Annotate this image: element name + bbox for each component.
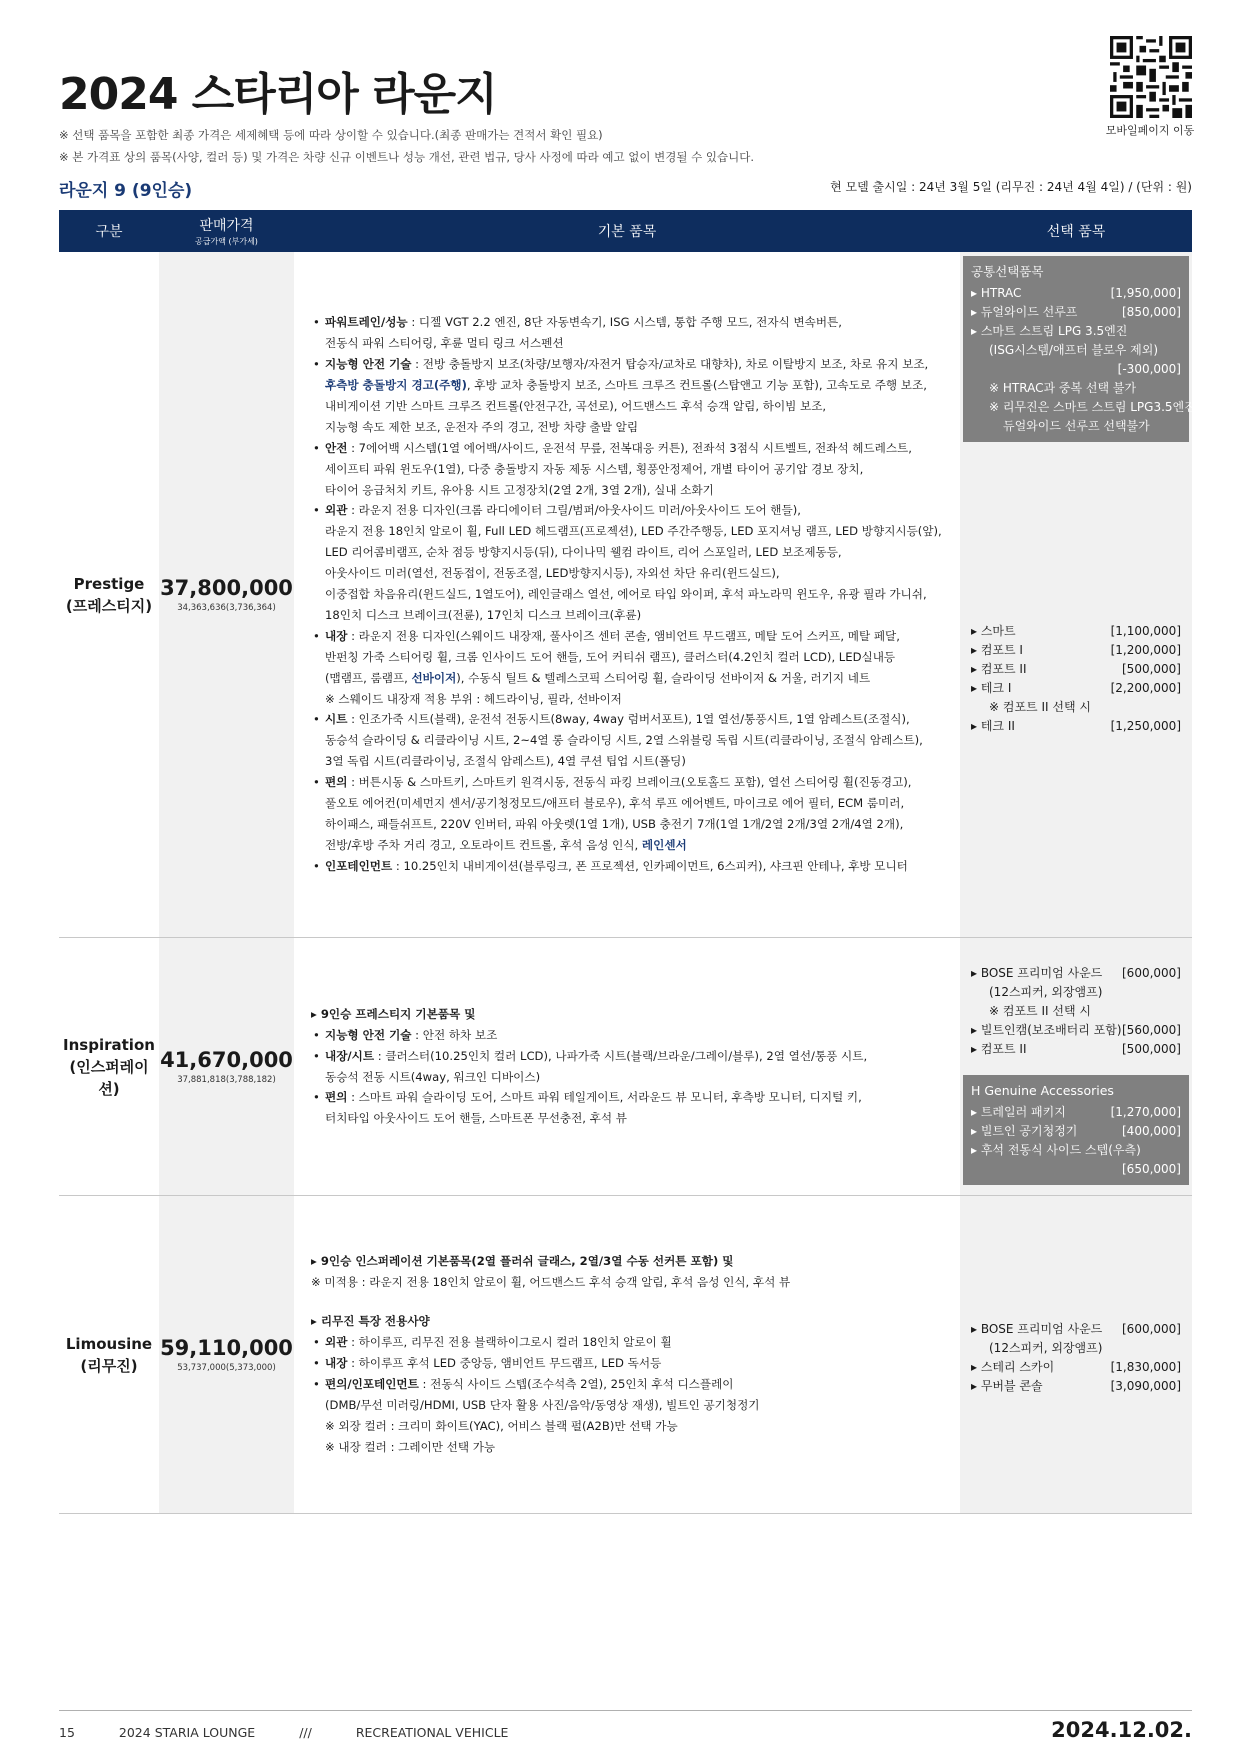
table-row [59,938,1192,1196]
price-table [59,210,1200,1514]
item-text: 풀오토 에어컨(미세먼지 센서/공기청정모드/애프터 블로우), 후석 루프 에어벤트, 마이크로 에어 필터, ECM 룸미러, [325,796,905,811]
option-label: ▸ 컴포트 II [971,1042,1027,1056]
sale-price: 41,670,000 [160,1048,293,1072]
item-text: ▸ 9인승 프레스티지 기본품목 및 [311,1006,476,1021]
option-note: ※ 컴포트 II 선택 시 [989,700,1091,714]
item-text: 18인치 디스크 브레이크(전륜), 17인치 디스크 브레이크(후륜) [325,607,642,622]
footer-category: RECREATIONAL VEHICLE [355,1725,509,1740]
basic-item-line [311,1332,960,1353]
option-label: ▸ BOSE 프리미엄 사운드 [971,966,1103,980]
table-body [59,252,1200,1514]
basic-item-line [311,438,960,459]
option-list [963,964,1189,1059]
item-text: 터치타입 아웃사이드 도어 핸들, 스마트폰 무선충전, 후석 뷰 [325,1111,627,1126]
item-category: 안전 [325,440,348,455]
option-label: ▸ 무버블 콘솔 [971,1379,1043,1393]
item-text: 라운지 전용 18인치 알로이 휠, Full LED 헤드램프(프로젝션), LED 주간주행등, LED 포지셔닝 램프, LED 방향지시등(앞), [325,524,942,539]
option-item[interactable] [963,660,1189,679]
basic-item-line [311,668,960,689]
page-number: 15 [59,1725,75,1740]
item-text: : 전방 충돌방지 보조(차량/보행자/자전거 탑승자/교차로 대향차), 차로 이탈방지 보조, 차로 유지 보조, [411,357,929,372]
item-text: : 인조가죽 시트(블랙), 운전석 전동시트(8way, 4way 럼버서포트), 1열 열선/통풍시트, 1열 암레스트(조절식), [347,712,910,727]
item-category: 내장/시트 [325,1048,375,1063]
page-title: 2024 스타리아 라운지 [59,69,497,120]
item-text: 3열 독립 시트(리클라이닝, 조절식 암레스트), 4열 쿠션 팁업 시트(폴딩) [325,754,686,769]
option-item[interactable] [971,322,1181,341]
option-price: [-300,000] [1117,362,1181,376]
item-text: ▸ 9인승 인스퍼레이션 기본품목(2열 플러쉬 글래스, 2열/3열 수동 선커튼 포함) 및 [311,1254,734,1269]
option-item[interactable] [971,303,1181,322]
header-price: 판매가격 공급가액 (부가세) [195,218,258,246]
item-text: 반펀칭 가죽 스티어링 휠, 크롬 인사이드 도어 핸들, 도어 커티쉬 램프), 클러스터(4.2인치 컬러 LCD), LED실내등 [325,649,896,664]
trim-name: Limousine [65,1334,153,1353]
basic-item-line [311,1311,960,1332]
footer-model: 2024 STARIA LOUNGE [118,1725,256,1740]
sale-price: 59,110,000 [160,1336,293,1360]
item-text: 세이프티 파워 윈도우(1열), 다중 충돌방지 자동 제동 시스템, 횡풍안정제어, 개별 타이어 공기압 경보 장치, [325,461,864,476]
trim-name-cell [59,1196,159,1513]
basic-item-line [311,1251,960,1272]
option-price: [1,250,000] [1110,719,1181,733]
option-label: ▸ 컴포트 I [971,643,1023,657]
item-text: ※ 외장 컬러 : 크리미 화이트(YAC), 어비스 블랙 펄(A2B)만 선택 가능 [325,1418,678,1433]
option-price: [1,100,000] [1110,624,1181,638]
basic-item-line [311,605,960,626]
basic-item-line [311,1374,960,1395]
option-item[interactable] [963,1358,1189,1377]
option-item[interactable] [963,679,1189,698]
item-text: ▸ 리무진 특장 전용사양 [311,1314,430,1329]
item-text: ※ 미적용 : 라운지 전용 18인치 알로이 휠, 어드밴스드 후석 승객 알림, 후석 음성 인식, 후석 뷰 [311,1275,791,1290]
option-price: [1,200,000] [1110,643,1181,657]
highlight-text: 레인센서 [641,837,687,852]
basic-item-line [311,396,960,417]
trim-name: Inspiration [63,1035,155,1054]
option-price: [600,000] [1122,966,1181,980]
basic-item-line [311,835,960,856]
option-item[interactable] [971,360,1181,379]
trim-name-cell [59,252,159,937]
basic-item-line [311,1353,960,1374]
basic-item-line [311,500,960,521]
options-cell [960,252,1200,937]
price-cell [159,1196,294,1513]
item-text: : 10.25인치 내비게이션(블루링크, 폰 프로젝션, 인카페이먼트, 6스피커), 샤크핀 안테나, 후방 모니터 [392,858,908,873]
item-category: 내장 [325,1356,348,1371]
basic-item-line [311,793,960,814]
footer [59,1725,552,1740]
option-label: ▸ 스마트 [971,624,1016,638]
basic-item-line [311,417,960,438]
table-row [59,1196,1192,1514]
common-options-box [963,256,1200,442]
option-item[interactable] [971,1160,1181,1179]
item-category: 인포테인먼트 [325,858,393,873]
option-item[interactable] [963,1040,1189,1059]
basic-item-line [311,709,960,730]
highlight-text: 후측방 충돌방지 경고(주행) [325,377,467,392]
option-label: ▸ HTRAC [971,286,1022,300]
header-category: 구분 [95,224,123,240]
basic-item-line [311,1004,960,1025]
price-cell [159,938,294,1195]
item-category: 지능형 안전 기술 [325,357,412,372]
item-text: 전방/후방 주차 거리 경고, 오토라이트 컨트롤, 후석 음성 인식, [325,837,642,852]
item-text: 내비게이션 기반 스마트 크루즈 컨트롤(안전구간, 곡선로), 어드밴스드 후석 승객 알림, 하이빔 보조, [325,398,827,413]
item-category: 파워트레인/성능 [325,315,408,330]
item-text: : 스마트 파워 슬라이딩 도어, 스마트 파워 테일게이트, 서라운드 뷰 모니터, 후측방 모니터, 디지털 키, [347,1090,862,1105]
option-detail: (12스피커, 외장앰프) [989,985,1103,999]
spacer [963,1200,1189,1320]
item-text: ※ 내장 컬러 : 그레이만 선택 가능 [325,1439,496,1454]
options-box-title: H Genuine Accessories [971,1083,1114,1098]
basic-item-line [311,312,960,333]
item-text: : 라운지 전용 디자인(크롬 라디에이터 그릴/범퍼/아웃사이드 미러/아웃사이드 도어 핸들), [347,503,801,518]
basic-item-line [311,1087,960,1108]
basic-item-line [311,1437,960,1458]
footer-divider [59,1710,1192,1711]
option-label: ▸ 스마트 스트림 LPG 3.5엔진 [971,324,1128,338]
trim-name-kr: (리무진) [80,1356,138,1375]
item-text: 지능형 속도 제한 보조, 운전자 주의 경고, 전방 차량 출발 알림 [325,419,639,434]
basic-item-line [311,354,960,375]
basic-item-line [311,626,960,647]
option-item[interactable] [963,964,1189,983]
notice-list [59,124,754,168]
option-note: 듀얼와이드 선루프 선택불가 [1003,419,1150,433]
item-category: 편의/인포테인먼트 [325,1376,419,1391]
basic-item-line [311,772,960,793]
option-price: [1,950,000] [1110,286,1181,300]
trim-name-cell [59,938,159,1195]
option-note: ※ HTRAC과 중복 선택 불가 [989,381,1137,395]
option-item[interactable] [971,1103,1181,1122]
item-text: : 7에어백 시스템(1열 에어백/사이드, 운전석 무릎, 전복대응 커튼), 전좌석 3점식 시트벨트, 전좌석 헤드레스트, [347,440,912,455]
option-note: ※ 리무진은 스마트 스트림 LPG3.5엔진, [989,400,1200,414]
table-row [59,252,1200,938]
notice-line: ※ 선택 품목을 포함한 최종 가격은 세제혜택 등에 따라 상이할 수 있습니다.(최종 판매가는 견적서 확인 필요) [59,128,603,142]
basic-item-line [311,1395,960,1416]
option-item[interactable] [971,1122,1181,1141]
option-item[interactable] [963,1320,1189,1339]
table-header [59,210,1192,252]
header-basic: 기본 품목 [597,224,657,240]
option-label: ▸ BOSE 프리미엄 사운드 [971,1322,1103,1336]
section-subtitle: 라운지 9 (9인승) [59,181,193,201]
basic-item-line [311,459,960,480]
basic-item-line [311,333,960,354]
spacer [963,1059,1189,1075]
basic-item-line [311,375,960,396]
basic-item-line [311,814,960,835]
item-text: , 후방 교차 충돌방지 보조, 스마트 크루즈 컨트롤(스탑앤고 기능 포함), 고속도로 주행 보조, [466,377,927,392]
model-release-info: 현 모델 출시일 : 24년 3월 5일 (리무진 : 24년 4월 4일) / (단위 : 원) [830,180,1192,194]
item-text: 아웃사이드 미러(열선, 전동접이, 전동조절, LED방향지시등), 자외선 차단 유리(윈드실드), [325,566,780,581]
basic-item-line [311,584,960,605]
basic-item-line [311,1025,960,1046]
item-text: : 하이루프, 리무진 전용 블랙하이그로시 컬러 18인치 알로이 휠 [347,1335,672,1350]
item-text: : 전동식 사이드 스텝(조수석측 2열), 25인치 후석 디스플레이 [418,1376,734,1391]
supply-price: 37,881,818(3,788,182) [177,1075,276,1085]
notice-line: ※ 본 가격표 상의 품목(사양, 컬러 등) 및 가격은 차량 신규 이벤트나 성능 개선, 관련 법규, 당사 사정에 따라 예고 없이 변경될 수 있습니다. [59,150,754,164]
header-options: 선택 품목 [1046,224,1106,240]
option-price: [600,000] [1122,1322,1181,1336]
item-text: LED 리어콤비램프, 순차 점등 방향지시등(뒤), 다이나믹 웰컴 라이트, 리어 스포일러, LED 보조제동등, [325,545,842,560]
option-item[interactable] [963,641,1189,660]
spacer [963,942,1189,964]
item-text: (DMB/무선 미러링/HDMI, USB 단자 활용 사진/음악/동영상 재생), 빌트인 공기청정기 [325,1397,760,1412]
item-category: 편의 [325,775,348,790]
option-price: [850,000] [1122,305,1181,319]
item-text: 하이패스, 패들쉬프트, 220V 인버터, 파워 아웃렛(1열 1개), USB 충전기 7개(1열 1개/2열 2개/3열 2개/4열 2개), [325,817,904,832]
item-category: 시트 [325,712,348,727]
basic-item-line [311,689,960,710]
option-price: [500,000] [1122,662,1181,676]
basic-item-line [311,751,960,772]
item-category: 편의 [325,1090,348,1105]
item-category: 외관 [325,503,348,518]
item-text: ※ 스웨이드 내장재 적용 부위 : 헤드라이닝, 필라, 선바이저 [325,691,622,706]
basic-item-line [311,563,960,584]
basic-item-line [311,1416,960,1437]
item-text: (맵램프, 룸램프, [325,670,412,685]
basic-item-line [311,542,960,563]
basic-items-cell [294,252,960,937]
item-category: 지능형 안전 기술 [325,1027,412,1042]
basic-items-cell [294,1196,960,1513]
trim-name-kr: (인스퍼레이션) [69,1057,149,1098]
option-price: [2,200,000] [1110,681,1181,695]
option-list [963,1320,1189,1396]
price-list-date: 2024.12.02. [1051,1718,1192,1742]
option-label: ▸ 듀얼와이드 선루프 [971,305,1078,319]
basic-item-line [311,1067,960,1088]
supply-price: 53,737,000(5,373,000) [177,1363,276,1373]
item-text: 타이어 응급처치 키트, 유아용 시트 고정장치(2열 2개, 3열 2개), 실내 소화기 [325,482,714,497]
option-item[interactable] [971,284,1181,303]
trim-name-kr: (프레스티지) [65,596,153,615]
item-text: 이중접합 차음유리(윈드실드, 1열도어), 레인글래스 열선, 에어로 타입 와이퍼, 후석 파노라믹 윈도우, 유광 필라 가니쉬, [325,587,927,602]
option-price: [560,000] [1122,1023,1181,1037]
qr-caption: 모바일페이지 이동 [1105,124,1195,137]
option-price: [400,000] [1122,1124,1181,1138]
options-cell [960,1196,1192,1513]
option-detail: (ISG시스템/애프터 블로우 제외) [989,343,1159,357]
item-text: : 라운지 전용 디자인(스웨이드 내장재, 풀사이즈 센터 콘솔, 앰비언트 무드램프, 메탈 도어 스커프, 메탈 페달, [347,628,900,643]
option-price: [650,000] [1122,1162,1181,1176]
option-label: ▸ 트레일러 패키지 [971,1105,1066,1119]
options-cell [960,938,1192,1195]
footer-separator: /// [299,1725,312,1740]
option-item[interactable] [963,622,1189,641]
option-price: [3,090,000] [1110,1379,1181,1393]
item-text: : 안전 하차 보조 [411,1027,498,1042]
option-price: [1,270,000] [1110,1105,1181,1119]
sale-price: 37,800,000 [160,576,293,600]
option-item[interactable] [963,717,1189,736]
basic-item-line [311,730,960,751]
basic-items-cell [294,938,960,1195]
option-note: ※ 컴포트 II 선택 시 [989,1004,1091,1018]
price-cell [159,252,294,937]
option-item[interactable] [963,1021,1189,1040]
option-price: [1,830,000] [1110,1360,1181,1374]
highlight-text: 선바이저 [411,670,457,685]
spacer [963,442,1189,622]
basic-item-line [311,1272,960,1293]
item-text: : 버튼시동 & 스마트키, 스마트키 원격시동, 전동식 파킹 브레이크(오토홀드 포함), 열선 스티어링 휠(진동경고), [347,775,912,790]
option-item[interactable] [971,1141,1181,1160]
item-text: : 클러스터(10.25인치 컬러 LCD), 나파가죽 시트(블랙/브라운/그레이/블루), 2열 열선/통풍 시트, [374,1048,868,1063]
trim-name: Prestige [73,574,145,593]
option-label: ▸ 후석 전동식 사이드 스텝(우측) [971,1143,1141,1157]
qr-code-icon[interactable] [1110,36,1192,118]
basic-item-line [311,647,960,668]
option-label: ▸ 컴포트 II [971,662,1027,676]
item-text: ), 수동식 틸트 & 텔레스코픽 스티어링 휠, 슬라이딩 선바이저 & 거울, 러기지 네트 [456,670,871,685]
basic-item-line [311,480,960,501]
option-detail: (12스피커, 외장앰프) [989,1341,1103,1355]
option-label: ▸ 스테리 스카이 [971,1360,1055,1374]
item-category: 내장 [325,628,348,643]
option-label: ▸ 테크 I [971,681,1012,695]
basic-item-line [311,856,960,877]
item-category: 외관 [325,1335,348,1350]
basic-item-line [311,1046,960,1067]
item-text: : 디젤 VGT 2.2 엔진, 8단 자동변속기, ISG 시스템, 통합 주행 모드, 전자식 변속버튼, [407,315,842,330]
option-label: ▸ 테크 II [971,719,1015,733]
supply-price: 34,363,636(3,736,364) [177,603,276,613]
options-box-title: 공통선택품목 [971,264,1044,279]
item-text: : 하이루프 후석 LED 중앙등, 앰비언트 무드램프, LED 독서등 [347,1356,662,1371]
item-text: 전동식 파워 스티어링, 후륜 멀티 링크 서스펜션 [325,336,564,351]
basic-item-line [311,521,960,542]
item-text: 동승석 전동 시트(4way, 워크인 디바이스) [325,1069,541,1084]
option-list [963,622,1189,736]
option-item[interactable] [963,1377,1189,1396]
option-price: [500,000] [1122,1042,1181,1056]
basic-item-line [311,1108,960,1129]
option-label: ▸ 빌트인 공기청정기 [971,1124,1078,1138]
item-text: 동승석 슬라이딩 & 리클라이닝 시트, 2~4열 롱 슬라이딩 시트, 2열 스위블링 독립 시트(리클라이닝, 조절식 암레스트), [325,733,923,748]
option-label: ▸ 빌트인캠(보조배터리 포함) [971,1023,1122,1037]
common-options-box [963,1075,1189,1185]
spacer [311,1293,960,1311]
